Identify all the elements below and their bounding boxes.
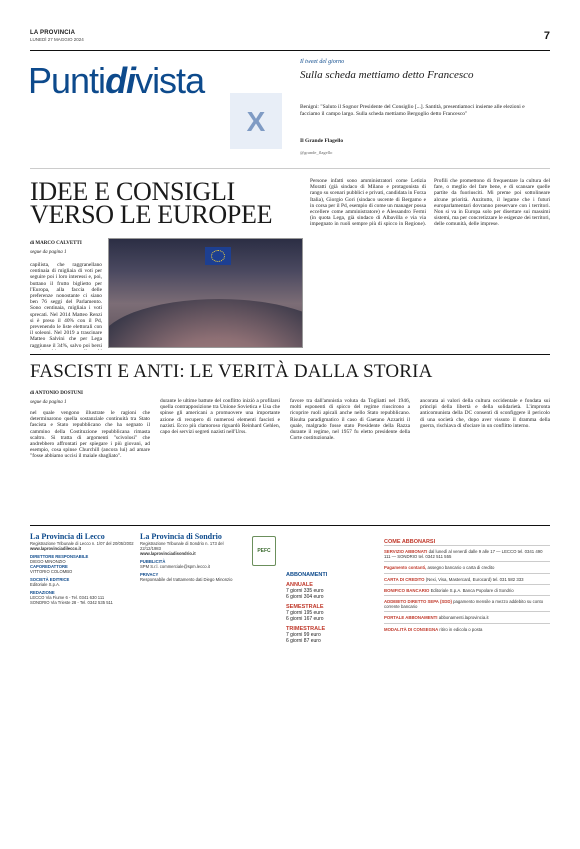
annuale-6: 6 giorni 304 euro xyxy=(286,594,324,600)
article2-col4: ancorata ai valori della cultura occidentale e fondata sui principi della libertà e della solidarietà. L'impronta anticomunista della DC consentì di sconfiggere il pericolo di una società che, dopo aver vissuto il dramma della guerra, rischiava di sfociare in un conflitto interno. xyxy=(420,398,550,429)
lecco-caporedattore: VITTORIO COLOMBO xyxy=(30,569,73,574)
come-item xyxy=(384,561,550,572)
semestrale-heading: SEMESTRALE xyxy=(286,604,324,610)
eu-stars xyxy=(211,250,225,262)
article2-byline: di ANTONIO DOSTUNI xyxy=(30,391,83,396)
tweet-author: Il Grande Flagello xyxy=(300,138,344,144)
article2-headline: FASCISTI E ANTI: LE VERITÀ DALLA STORIA xyxy=(30,361,433,382)
lecco-redazione-label: REDAZIONE xyxy=(30,590,55,595)
lecco-sondrio-redazione: SONDRIO Via Trieste 28 - Tel. 0342 535 511 xyxy=(30,600,113,605)
parliament-photo xyxy=(108,238,303,348)
semestrale-6: 6 giorni 167 euro xyxy=(286,616,324,622)
come-item xyxy=(384,611,550,622)
footer-sondrio xyxy=(140,532,245,582)
subscription-prices xyxy=(286,572,376,644)
footer-divider xyxy=(30,525,550,526)
pefc-logo: PEFC xyxy=(252,536,276,566)
sondrio-title: La Provincia di Sondrio xyxy=(140,532,222,541)
lecco-address: Registrazione Tribunale di Lecco n. 1/07 del 20/05/2002 xyxy=(30,541,134,546)
lecco-title: La Provincia di Lecco xyxy=(30,532,105,541)
come-item-text: ritiro in edicola o posta xyxy=(439,626,483,632)
come-item-label: CARTA DI CREDITO xyxy=(384,576,425,582)
come-item-label: ADDEBITO DIRETTO SEPA (SDD) xyxy=(384,599,452,605)
sondrio-pubblicita-label: PUBBLICITÀ xyxy=(140,559,166,564)
newspaper-name: LA PROVINCIA xyxy=(30,30,76,36)
come-item-text: abbonamenti.laprovincia.it xyxy=(438,615,489,621)
tweet-title: Sulla scheda mettiamo detto Francesco xyxy=(300,69,474,81)
abbonamenti-title: ABBONAMENTI xyxy=(286,572,328,578)
come-item-text: (Nexi, Visa, Mastercard, Eurocard) tel. 031 582 333 xyxy=(425,576,524,582)
article2-col3: favore tra dall'amnistia voluta da Togliatti nel 1946, molti esponenti di spicco del regime riuscirono a ricoprire ruoli apicali anche nello Stato repubblicano. Risulta paradigmatico il caso di Gaetano Azzariti il quale, malgrado fosse stato Presidente della Razza durante il regime, nel 1957 fu eletto presidente della Corte costituzionale. xyxy=(290,398,410,442)
come-item xyxy=(384,545,550,561)
article-divider xyxy=(30,354,550,355)
tweet-heading: Il tweet del giorno xyxy=(300,59,345,65)
section-title-part1: Punti xyxy=(28,60,106,101)
trimestrale-6: 6 giorni 87 euro xyxy=(286,638,321,644)
hemicycle xyxy=(108,299,303,348)
come-item-label: BONIFICO BANCARIO xyxy=(384,587,430,593)
come-item-label: PORTALE ABBONAMENTI xyxy=(384,615,438,621)
article1-byline: di MARCO CALVETTI xyxy=(30,241,82,246)
article1-continued: segue da pagina 1 xyxy=(30,250,67,255)
article2-col2: durante le ultime battute del conflitto iniziò a profilarsi quella contrapposizione tra Unione Sovietica e Usa che spinse gli americani a promuovere una importante azione di recupero di numerosi elementi fascisti e nazisti. Ecco più clamoroso riguardò Reinhard Gehlen, capo dei servizi segreti nazisti nell'Urss. xyxy=(160,398,280,436)
header-divider xyxy=(30,50,550,51)
sondrio-site: www.laprovinciadisondrio.it xyxy=(140,551,196,556)
article2-col1: nel quale vengono illustrate le ragioni che determinarono quella sostanziale continuità tra Stato fascista e Stato repubblicano che ha segnato il cammino della Costituzione repubblicana rimasta scaltro. Si tratta di argomenti "scivolosi" che andrebbero affrontati per spiegare i più giovani, ad esempio, cosa spinse Churchill (ancora lui) ad amare "fosse abbiamo uccisi il maiale sbagliato". xyxy=(30,410,150,460)
lecco-societa: Editoriale S.p.A. xyxy=(30,582,61,587)
come-item xyxy=(384,573,550,584)
sondrio-privacy-label: PRIVACY xyxy=(140,572,159,577)
trimestrale-heading: TRIMESTRALE xyxy=(286,626,326,632)
come-item xyxy=(384,595,550,611)
section-title-part2: di xyxy=(105,60,136,101)
come-item-label: SERVIZIO ABBONATI xyxy=(384,549,428,554)
issue-date: LUNEDÌ 27 MAGGIO 2024 xyxy=(30,37,84,42)
come-item-label: Pagamento contanti, xyxy=(384,565,427,571)
article2-continued: segue da pagina 1 xyxy=(30,400,67,405)
lecco-caporedattore-label: CAPOREDATTORE xyxy=(30,564,68,569)
come-item-text: assegno bancario o carta di credito xyxy=(427,565,495,571)
article1-headline: IDEE E CONSIGLI VERSO LE EUROPEE xyxy=(30,177,273,229)
trimestrale-7: 7 giorni 99 euro xyxy=(286,632,321,638)
annuale-heading: ANNUALE xyxy=(286,582,313,588)
come-item-text: pagamento mensile a mezzo addebito su conto corrente bancario xyxy=(384,599,544,610)
sondrio-address: Registrazione Tribunale di Sondrio n. 173 del 22/12/1983 xyxy=(140,541,224,551)
article1-right-text: Persone infatti sono amministratori come Letizia Moratti (già sindaco di Milano e protagonista di rango su scenari pubblici e privati, candidata in Forza Italia), Giorgio Gori (sindaco uscente di Bergamo e in corsa per il Pd, esempio di come un manager possa eccellere come amministratore) e Alessandro Fermi (in quota Lega, già sindaco di Albavilla e via via impegnato in ruoli sempre più di spicco in Regione). Profili che promettono di frequentare la cultura del fare, o meglio del fare bene, e di scansare quelle partite da fuoriusciti. Mi preme poi sottolineare alcune priorità. Anzitutto, il legame che i futuri europarlamentari dovranno preservare con i territori. Non si va in Europa solo per disertare sui massimi sistemi, ma per concretizzare le esigenze dei territori, delle comunità, delle imprese. xyxy=(310,178,550,228)
sondrio-pubblicita: SPM S.r.l. commerciale@spm.lecco.it xyxy=(140,564,210,569)
article1-left-text: capilista, che raggranellano centinaia di migliaia di voti per seguire poi i loro interessi e, poi, buttano il frutto biglietto per l'Europa, alla faccia delle preferenze nonostante ci siano ben 76 seggi del Parlamento. Sono centinaia, migliaia i voti sprecati. Nel 2014 Matteo Renzi si è preso il 40% con il Pd, prevenendo le liste elettorali con il soleoni. Nel 2019 a trascinare Matteo Salvini che per Lega raggiunse il 34%, salvo poi bersi xyxy=(30,262,102,349)
come-title: COME ABBONARSI xyxy=(384,539,436,545)
section-divider xyxy=(30,168,550,169)
lecco-direttore: DIEGO MINONZIO xyxy=(30,559,66,564)
lecco-societa-label: SOCIETÀ EDITRICE xyxy=(30,577,70,582)
how-to-subscribe xyxy=(384,539,550,809)
lecco-direttore-label: DIRETTORE RESPONSABILE xyxy=(30,554,89,559)
x-logo-icon: X xyxy=(246,106,266,137)
sondrio-privacy: Responsabile del trattamento dati Diego Minonzio xyxy=(140,577,233,582)
tweet-body: Benigni: "Saluto il Sognor Presidente del Consiglio [...]. Santità, presentiamoci insieme alle elezioni e facciamo il campo largo. Sulla scheda mettiamo Bergoglio detto Francesco" xyxy=(300,104,525,117)
semestrale-7: 7 giorni 195 euro xyxy=(286,610,324,616)
footer-lecco xyxy=(30,532,135,605)
lecco-redazione: LECCO Via Fiume 6 - Tel. 0341 630 111 xyxy=(30,595,105,600)
come-item-text: Editoriale S.p.A. Banca Popolare di Sondrio xyxy=(430,587,514,593)
come-item xyxy=(384,623,550,634)
come-item-label: MODALITÀ DI CONSEGNA xyxy=(384,626,439,632)
page-number: 7 xyxy=(543,30,550,42)
section-title xyxy=(28,60,204,102)
lecco-site: www.laprovinciadilecco.it xyxy=(30,546,82,551)
annuale-7: 7 giorni 335 euro xyxy=(286,588,324,594)
tweet-handle: @grande_flagello xyxy=(300,150,333,155)
come-item-text: dal lunedì al venerdì dalle 9 alle 17 — LECCO tel. 0341 490 111 — SONDRIO tel. 0342 511 555 xyxy=(384,549,543,560)
come-item xyxy=(384,584,550,595)
section-title-part3: vista xyxy=(135,60,205,101)
